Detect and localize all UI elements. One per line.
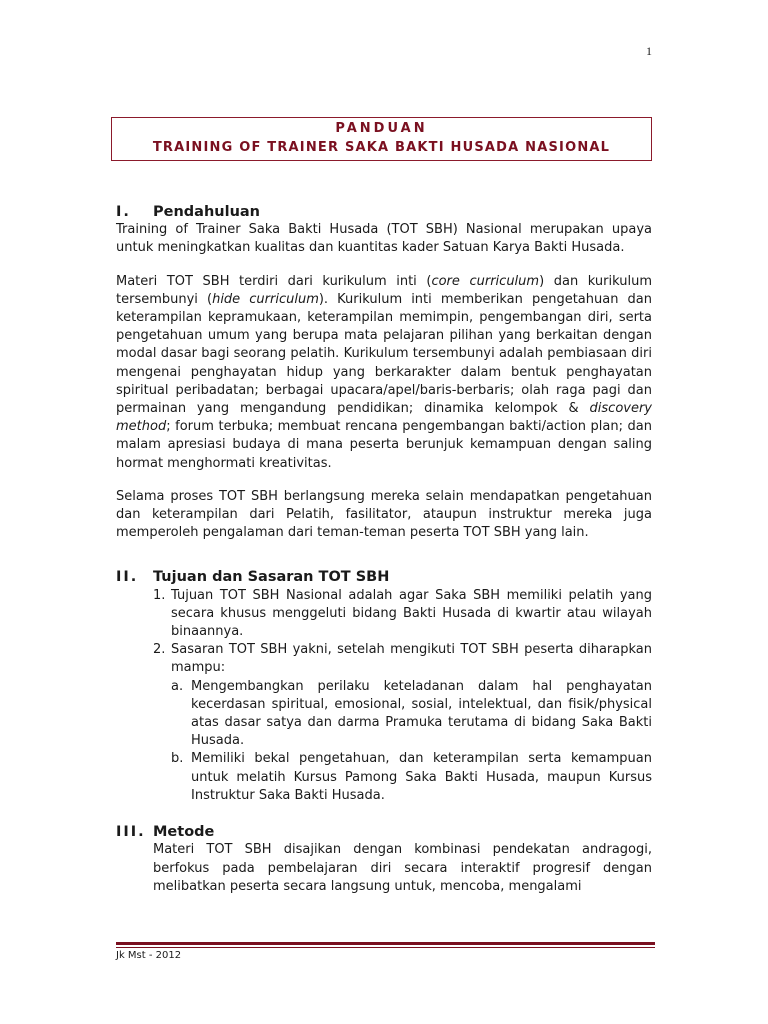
footer-rule-thick	[116, 942, 655, 945]
list-item-text: Sasaran TOT SBH yakni, setelah mengikuti TOT SBH peserta diharapkan mampu:	[171, 642, 652, 676]
text-run-italic: core curriculum	[431, 273, 540, 289]
section-heading-pendahuluan	[116, 203, 652, 221]
text-run-italic: hide curriculum	[212, 291, 319, 307]
section-title: Metode	[153, 824, 215, 841]
sub-list-item	[171, 678, 652, 751]
paragraph	[116, 273, 652, 473]
paragraph: Selama proses TOT SBH berlangsung mereka selain mendapatkan pengetahuan dan keterampilan dari Pelatih, fasilitator, ataupun instruktur mereka juga memperoleh pengalaman dari teman-teman peserta TOT SBH yang lain.	[116, 488, 652, 541]
section-heading-tujuan	[116, 568, 652, 586]
document-title: PANDUAN	[335, 121, 428, 136]
footer-rule-thin	[116, 947, 655, 948]
numbered-list	[153, 587, 652, 805]
list-item-body	[171, 641, 652, 805]
section-title: Pendahuluan	[153, 204, 260, 220]
section-number: I.	[116, 204, 131, 220]
list-marker: 2.	[153, 642, 166, 658]
list-item	[153, 587, 652, 642]
list-marker: a.	[171, 678, 184, 694]
paragraph: Materi TOT SBH disajikan dengan kombinasi pendekatan andragogi, berfokus pada pembelajaran diri secara interaktif progresif dengan melibatkan peserta secara langsung untuk, mencoba, mengalami	[153, 842, 652, 894]
sub-list-item	[171, 750, 652, 805]
section-number: III.	[116, 824, 146, 841]
paragraph: Training of Trainer Saka Bakti Husada (TOT SBH) Nasional merupakan upaya untuk meningkatkan kualitas dan kuantitas kader Satuan Karya Bakti Husada.	[116, 222, 652, 256]
text-run: Materi TOT SBH terdiri dari kurikulum inti (	[116, 273, 432, 289]
text-run: ). Kurikulum inti memberikan pengetahuan dan keterampilan kepramukaan, keterampilan memimpin, pengembangan diri, serta pengetahuan umum yang berupa mata pelajaran pilihan yang berkaitan dengan modal dasar bagi seorang pelatih. Kurikulum tersembunyi adalah pembiasaan diri mengenai penghayatan hidup yang berkarakter dalam bentuk penghayatan spiritual peribadatan; berbagai upacara/apel/baris-berbaris; olah raga pagi dan permainan yang mengandung pendidikan; dinamika kelompok &	[116, 291, 652, 417]
text-run: ) dan kurikulum tersembunyi (	[116, 273, 652, 307]
document-body	[116, 203, 652, 896]
page-number: 1	[646, 44, 652, 58]
text-run: ; forum terbuka; membuat rencana pengembangan bakti/action plan; dan malam apresiasi budaya di mana peserta berunjuk kemampuan dengan saling hormat menghormati kreativitas.	[116, 419, 652, 471]
title-box	[111, 117, 652, 161]
list-item	[153, 641, 652, 805]
list-marker: 1.	[153, 587, 166, 603]
document-subtitle: TRAINING OF TRAINER SAKA BAKTI HUSADA NASIONAL	[152, 140, 611, 155]
section-heading-metode	[116, 823, 652, 841]
section-number: II.	[116, 569, 139, 586]
text-run-italic: discovery method	[116, 401, 652, 435]
list-item-text: Mengembangkan perilaku keteladanan dalam hal penghayatan kecerdasan spiritual, emosional, sosial, intelektual, dan fisik/physical atas dasar satya dan darma Pramuka terutama di bidang Saka Bakti Husada.	[191, 678, 652, 749]
sub-list	[171, 678, 652, 805]
section-title: Tujuan dan Sasaran TOT SBH	[153, 569, 390, 586]
section-list	[116, 587, 652, 805]
list-marker: b.	[171, 751, 184, 767]
footer-text: Jk Mst - 2012	[116, 950, 182, 961]
list-item-text: Memiliki bekal pengetahuan, dan keterampilan serta kemampuan untuk melatih Kursus Pamong Saka Bakti Husada, maupun Kursus Instruktur Saka Bakti Husada.	[191, 751, 652, 803]
list-item-text: Tujuan TOT SBH Nasional adalah agar Saka SBH memiliki pelatih yang secara khusus menggeluti bidang Bakti Husada di kwartir atau wilayah binaannya.	[171, 587, 652, 640]
